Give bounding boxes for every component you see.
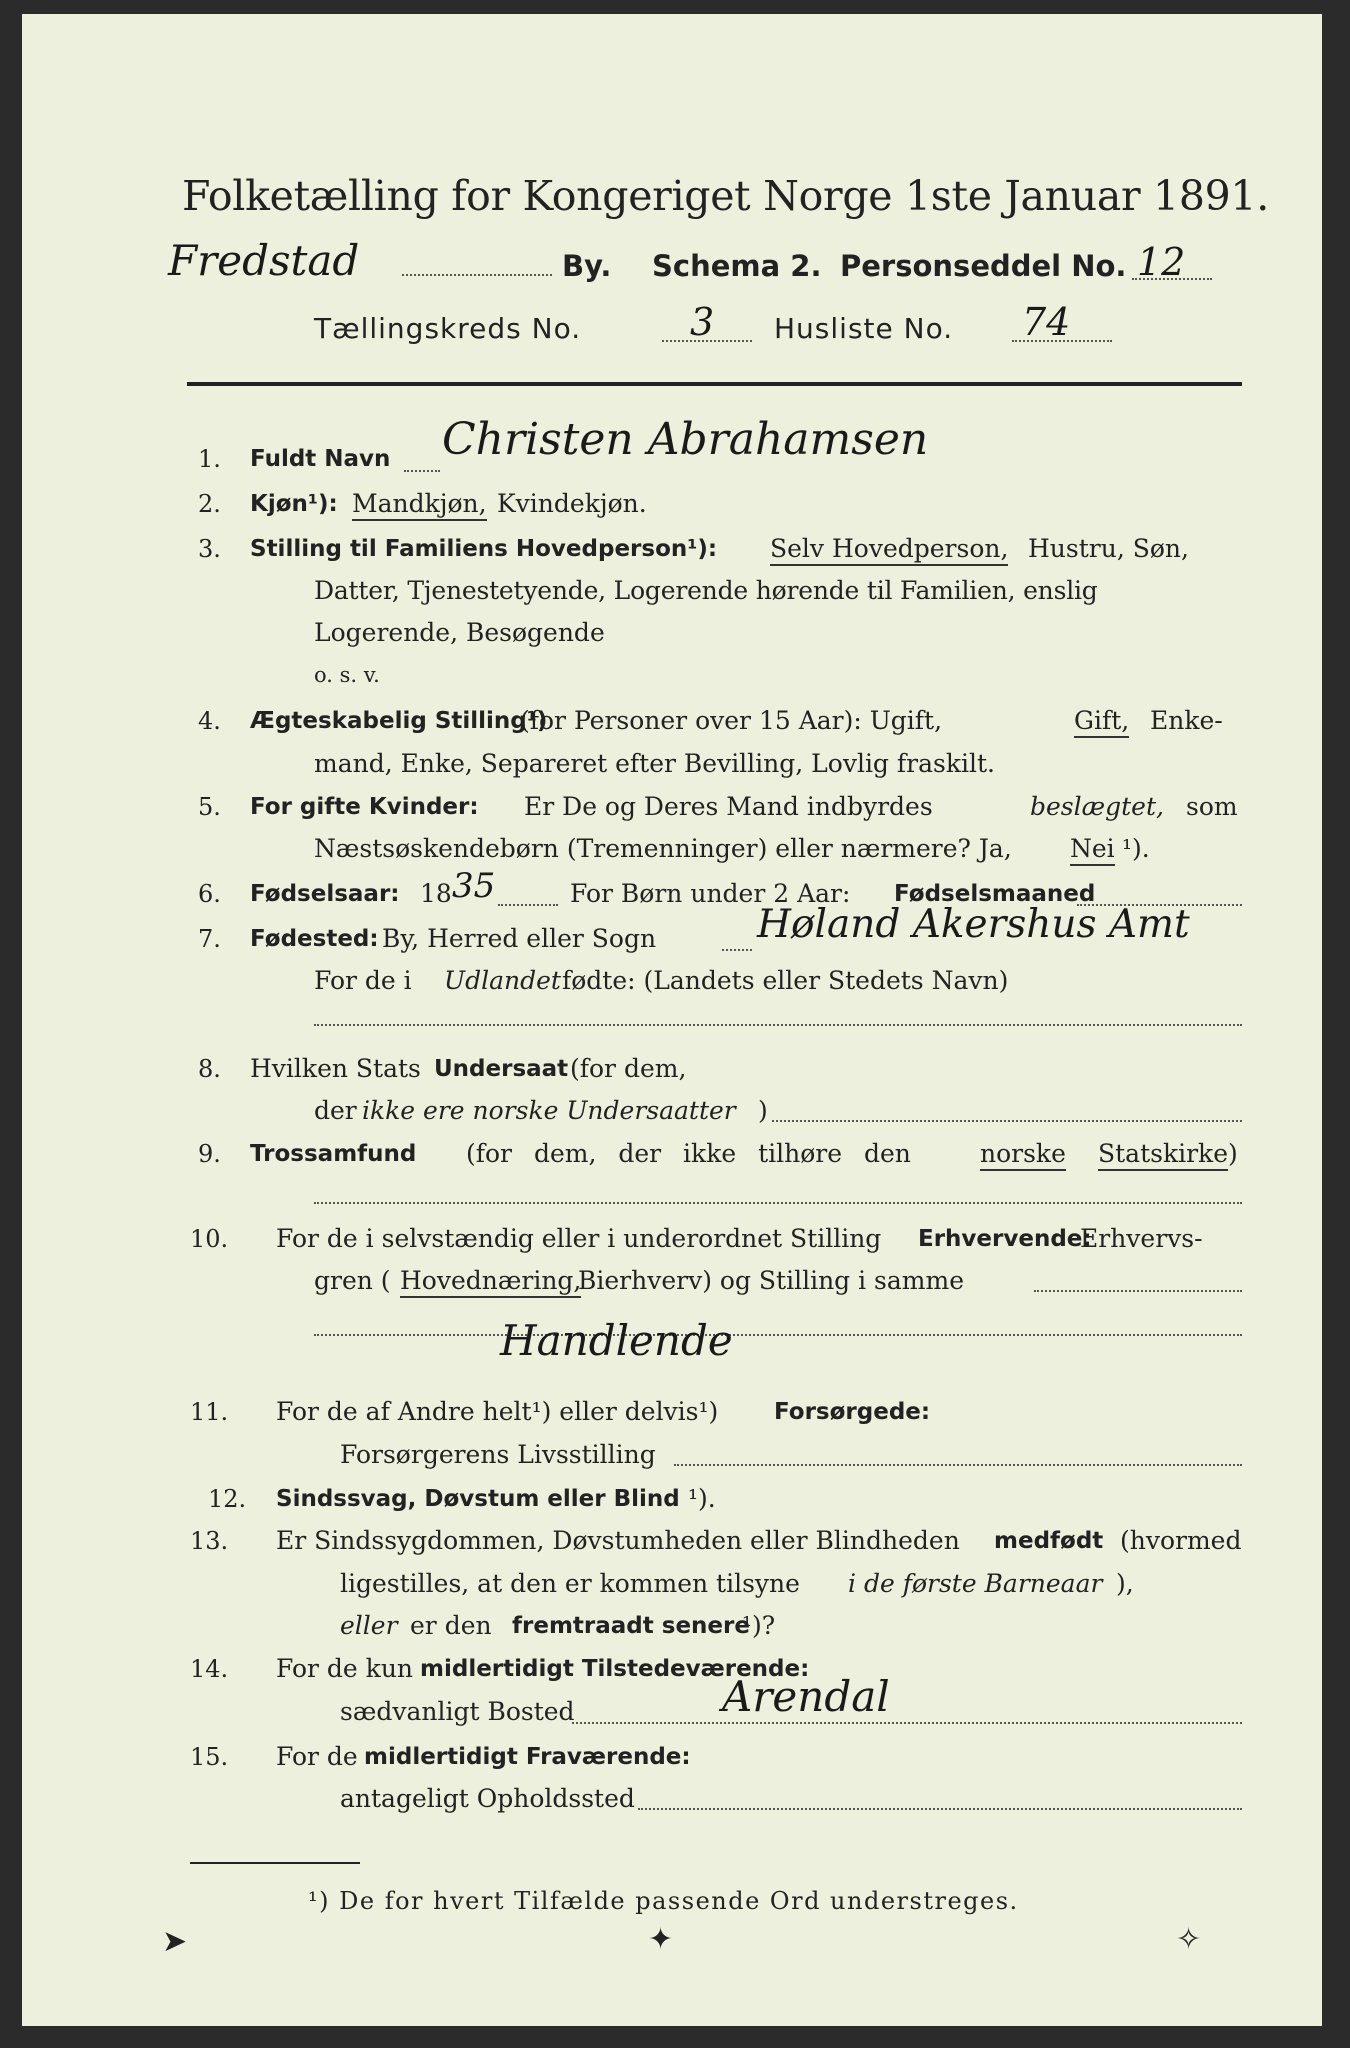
birthplace-foreign-b: fødte: (Landets eller Stedets Navn) [562, 966, 1009, 995]
footnote: ¹) De for hvert Tilfælde passende Ord understreges. [308, 1887, 1019, 1915]
nationality-line-2a: der [314, 1096, 357, 1125]
item-number-1: 1. [198, 445, 221, 473]
usual-residence-label: sædvanligt Bosted [340, 1697, 575, 1726]
marital-status-label: Ægteskabelig Stilling¹) [250, 708, 548, 734]
item-number-8: 8. [198, 1055, 221, 1083]
religion-selected-2: Statskirke [1098, 1139, 1228, 1171]
birthplace-foreign-dots [314, 1024, 1242, 1026]
item-number-11: 11. [190, 1398, 229, 1426]
item-number-10: 10. [190, 1225, 229, 1253]
congenital-line-2-italic: i de første Barneaar [848, 1569, 1103, 1598]
married-women-italic: beslægtet, [1030, 792, 1164, 821]
congenital-line-3b: ¹)? [742, 1611, 776, 1640]
registration-mark-right: ✧ [1176, 1922, 1202, 1957]
personseddel-no: 12 [1137, 240, 1186, 284]
item-number-4: 4. [198, 707, 221, 735]
religion-dots [314, 1202, 1242, 1204]
registration-mark-center: ✦ [648, 1922, 674, 1957]
birth-year-value: 35 [452, 866, 496, 906]
gender-option-male: Mandkjøn, [352, 489, 487, 521]
item-number-3: 3. [198, 535, 221, 563]
birthplace-dots [722, 949, 752, 951]
nationality-text: Hvilken Stats [250, 1054, 421, 1083]
occupation-label: Erhvervende: [918, 1226, 1092, 1252]
probable-residence-label: antageligt Opholdssted [340, 1784, 635, 1813]
occupation-line-2a: gren ( [314, 1266, 391, 1295]
married-women-label: For gifte Kvinder: [250, 794, 479, 820]
congenital-text-2: (hvormed [1120, 1526, 1242, 1555]
nationality-line-2b: ) [758, 1096, 768, 1125]
item-number-7: 7. [198, 925, 221, 953]
item-number-9: 9. [198, 1140, 221, 1168]
item-number-13: 13. [190, 1527, 229, 1555]
religion-label: Trossamfund [250, 1141, 417, 1167]
birthplace-label: Fødested: [250, 926, 379, 952]
kreds-label: Tællingskreds No. [314, 312, 582, 345]
husliste-no: 74 [1022, 300, 1071, 344]
occupation-text-2: Erhvervs- [1080, 1224, 1203, 1253]
probable-residence-dots [638, 1808, 1242, 1810]
town-value: Fredstad [168, 236, 360, 285]
dependent-label: Forsørgede: [774, 1399, 931, 1425]
congenital-label: medfødt [994, 1528, 1104, 1554]
personseddel-dots [1132, 278, 1212, 280]
item-number-6: 6. [198, 880, 221, 908]
temporary-absent-label: midlertidigt Fraværende: [364, 1744, 691, 1770]
registration-mark-left: ➤ [162, 1924, 188, 1959]
occupation-text: For de i selvstændig eller i underordnet Stilling [276, 1224, 882, 1253]
occupation-value: Handlende [500, 1316, 733, 1365]
husliste-dots [1012, 340, 1112, 342]
personseddel-label: Personseddel No. [840, 249, 1127, 283]
birth-month-text: For Børn under 2 Aar: [570, 879, 851, 908]
full-name-dots [404, 470, 440, 472]
married-women-end: ¹). [1122, 834, 1150, 863]
footnote-rule [190, 1862, 360, 1864]
disability-label: Sindssvag, Døvstum eller Blind [276, 1486, 680, 1512]
marital-status-options: mand, Enke, Separeret efter Bevilling, Lovlig fraskilt. [314, 749, 995, 778]
schema-label: Schema 2. [652, 249, 822, 283]
family-position-label: Stilling til Familiens Hovedperson¹): [250, 536, 718, 562]
item-number-12: 12. [208, 1485, 247, 1513]
form-title: Folketælling for Kongeriget Norge 1ste Januar 1891. [182, 172, 1269, 220]
marital-status-selected: Gift, [1074, 706, 1129, 738]
kreds-dots [662, 340, 752, 342]
full-name-label: Fuldt Navn [250, 446, 391, 472]
birth-year-label: Fødselsaar: [250, 881, 400, 907]
disability-end: ¹). [688, 1484, 716, 1513]
occupation-line-2b: Bierhverv) og Stilling i samme [578, 1266, 964, 1295]
congenital-line-3-italic: eller [340, 1611, 398, 1640]
header-rule [187, 382, 1242, 386]
census-form [22, 14, 1322, 2026]
congenital-line-2b: ), [1116, 1569, 1134, 1598]
item-number-5: 5. [198, 793, 221, 821]
temporary-absent-text: For de [276, 1742, 358, 1771]
religion-selected-1: norske [980, 1139, 1066, 1171]
congenital-text: Er Sindssygdommen, Døvstumheden eller Blindheden [276, 1526, 960, 1555]
husliste-label: Husliste No. [774, 312, 954, 345]
nationality-text-2: (for dem, [570, 1054, 687, 1083]
family-position-options-3: Logerende, Besøgende [314, 618, 605, 647]
dependent-dots [674, 1464, 1242, 1466]
occupation-selected: Hovednæring, [400, 1266, 581, 1298]
birth-year-dots [498, 904, 558, 906]
birthplace-foreign-italic: Udlandet [444, 966, 561, 995]
family-position-options-4: o. s. v. [314, 663, 380, 687]
kreds-no: 3 [690, 300, 715, 344]
family-position-selected: Selv Hovedperson, [770, 534, 1008, 566]
by-label: By. [562, 249, 612, 283]
birthplace-value: Høland Akershus Amt [757, 902, 1190, 947]
married-women-selected: Nei [1070, 834, 1115, 866]
married-women-line-2: Næstsøskendebørn (Tremenninger) eller nærmere? Ja, [314, 834, 1012, 863]
nationality-line-2-italic: ikke ere norske Undersaatter [362, 1096, 736, 1125]
item-number-15: 15. [190, 1743, 229, 1771]
birth-month-label: Fødselsmaaned [894, 881, 1096, 907]
dependent-text: For de af Andre helt¹) eller delvis¹) [276, 1397, 719, 1426]
birthplace-foreign-a: For de i [314, 966, 412, 995]
family-position-options-1: Hustru, Søn, [1028, 534, 1189, 563]
occupation-dots-2 [314, 1334, 1242, 1336]
religion-end: ) [1228, 1139, 1238, 1168]
temporary-present-text: For de kun [276, 1654, 414, 1683]
item-number-14: 14. [190, 1655, 229, 1683]
town-dots [402, 274, 552, 276]
full-name-value: Christen Abrahamsen [442, 414, 929, 465]
usual-residence-value: Arendal [722, 1672, 890, 1721]
birthplace-text: By, Herred eller Sogn [382, 924, 657, 953]
temporary-present-label: midlertidigt Tilstedeværende: [420, 1656, 810, 1682]
occupation-dots-1 [1034, 1290, 1242, 1292]
marital-status-text: (for Personer over 15 Aar): Ugift, [520, 706, 943, 735]
marital-status-text-2: Enke- [1150, 706, 1223, 735]
married-women-text: Er De og Deres Mand indbyrdes [524, 792, 933, 821]
item-number-2: 2. [198, 490, 221, 518]
married-women-text-2: som [1186, 792, 1238, 821]
gender-option-female: Kvindekjøn. [497, 489, 647, 518]
usual-residence-dots [572, 1722, 1242, 1724]
nationality-dots [772, 1120, 1242, 1122]
congenital-line-2a: ligestilles, at den er kommen tilsyne [340, 1569, 800, 1598]
congenital-line-3a: er den [410, 1611, 492, 1640]
congenital-line-3-label: fremtraadt senere [512, 1613, 750, 1639]
nationality-label: Undersaat [434, 1056, 569, 1082]
birth-year-prefix: 18 [420, 879, 452, 908]
gender-label: Kjøn¹): [250, 491, 338, 517]
religion-text: (for dem, der ikke tilhøre den [466, 1139, 911, 1168]
family-position-options-2: Datter, Tjenestetyende, Logerende hørende til Familien, enslig [314, 576, 1098, 605]
dependent-line-2: Forsørgerens Livsstilling [340, 1440, 656, 1469]
